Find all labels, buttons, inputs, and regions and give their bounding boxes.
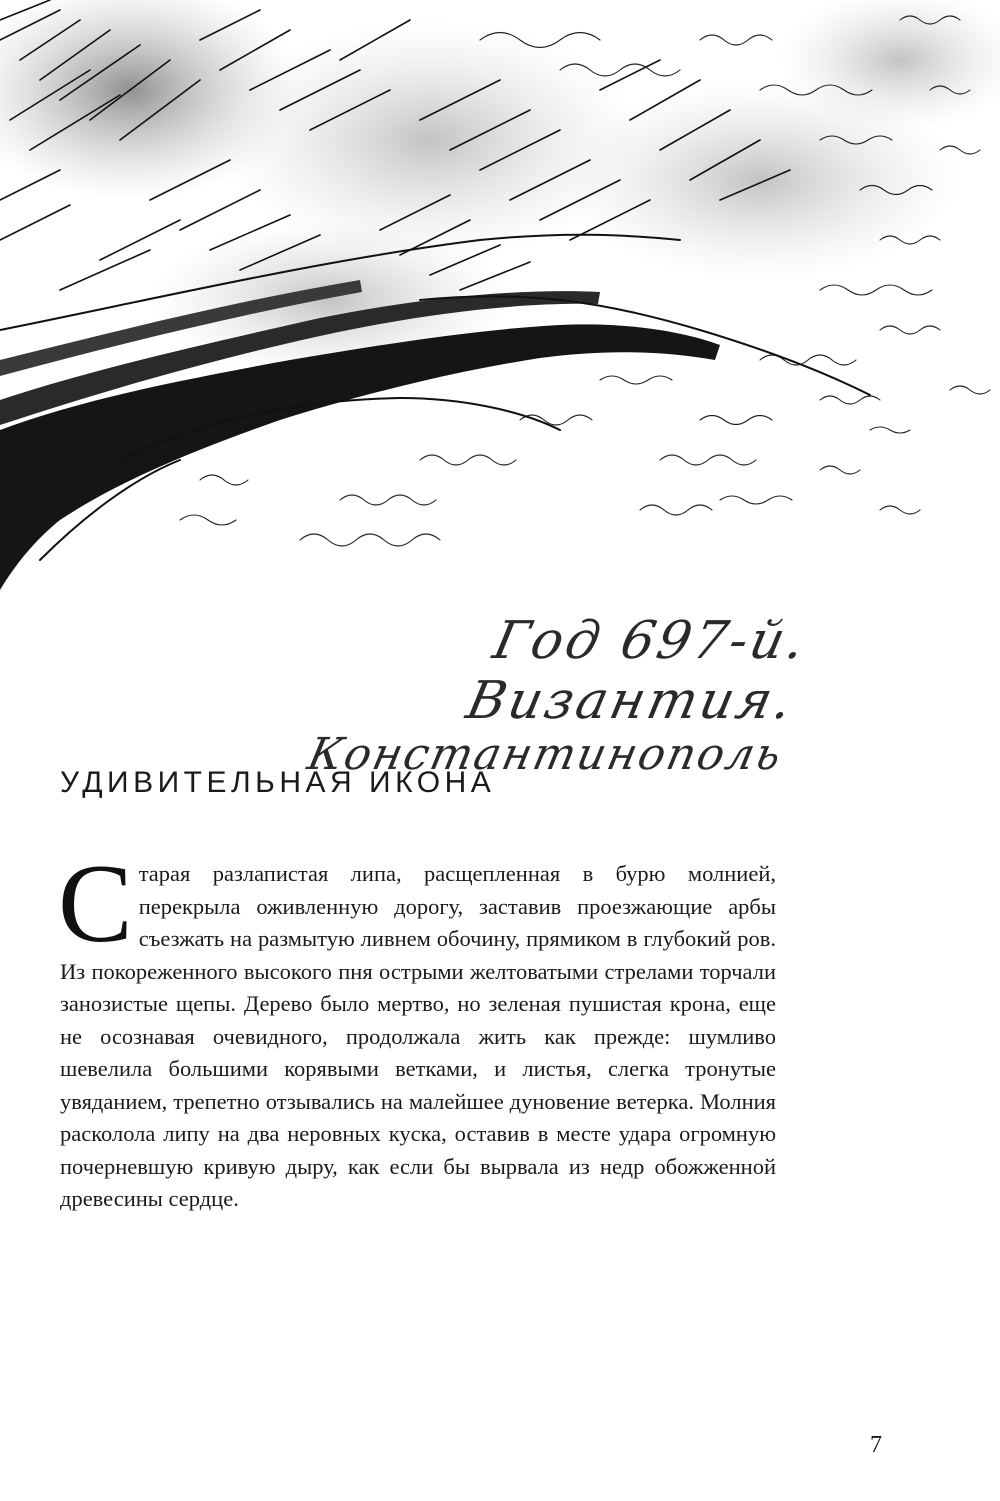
tree-branch-illustration bbox=[0, 0, 1000, 600]
chapter-title: УДИВИТЕЛЬНАЯ ИКОНА bbox=[60, 766, 496, 799]
heading-script-line-2: Константинополь bbox=[303, 728, 788, 780]
page-number: 7 bbox=[870, 1432, 882, 1458]
chapter-place-date-heading bbox=[300, 611, 813, 780]
body-paragraph bbox=[58, 842, 776, 1216]
drop-cap: С bbox=[58, 842, 133, 966]
body-paragraph-text: тарая разлапистая липа, расщепленная в бурю молнией, перекрыла оживленную дорогу, заставив проезжающие арбы съезжать на размытую ливнем обочину, прямиком в глубокий ров. Из покореженного высокого пня острыми желтоватыми стрелами торчали занозистые щепы. Дерево было мертво, но зеленая пушистая крона, еще не осознавая очевидного, продолжала жить как прежде: шумливо шевелила большими корявыми ветками, и листья, слегка тронутые увяданием, трепетно отзывались на малейшее дуновение ветерка. Молния расколола липу на два неровных куска, оставив в месте удара огромную почерневшую кривую дыру, как если бы вырвала из недр обожженной древесины сердце. bbox=[60, 861, 776, 1211]
heading-script-line-1: Год 697-й. Византия. bbox=[461, 611, 813, 731]
